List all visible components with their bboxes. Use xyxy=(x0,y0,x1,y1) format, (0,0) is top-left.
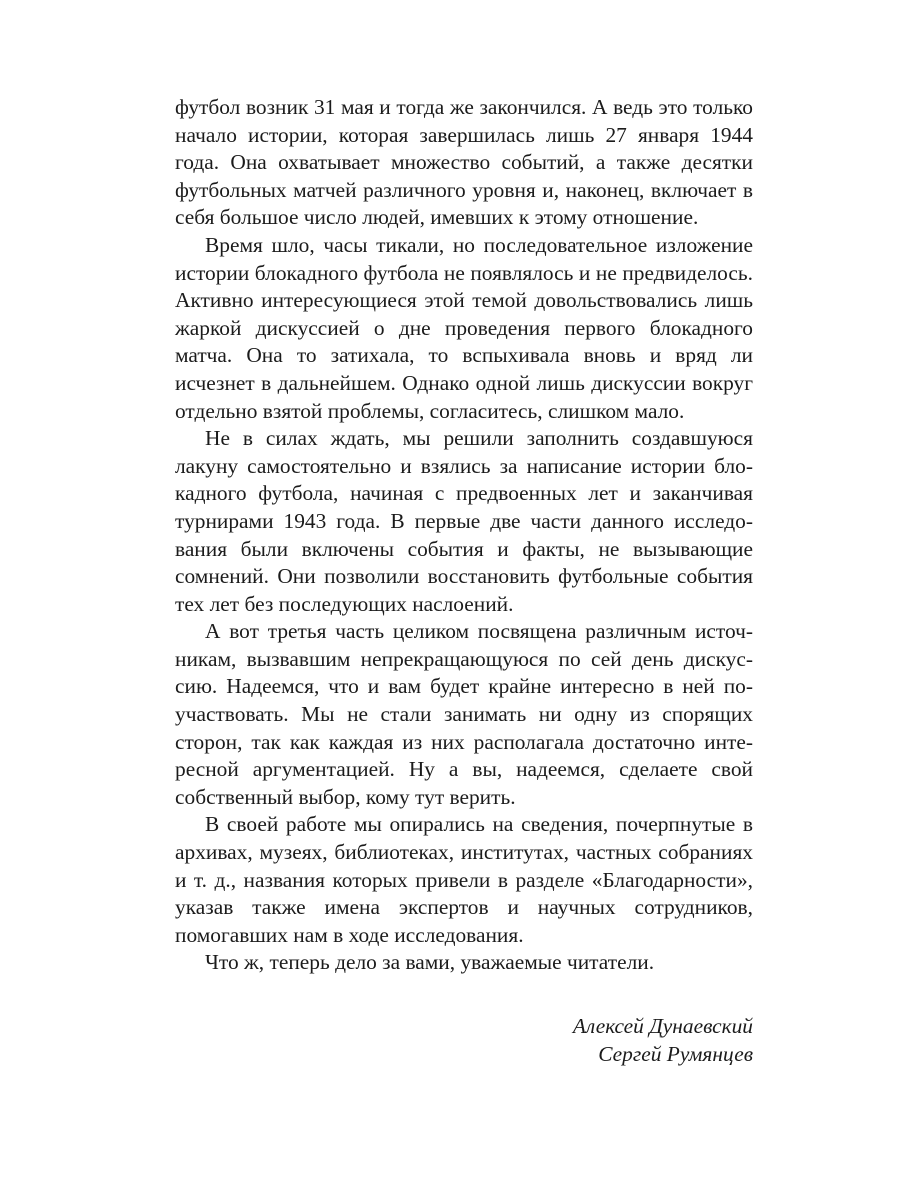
author-name: Алексей Дунаевский xyxy=(572,1014,753,1038)
author-name: Сергей Румянцев xyxy=(598,1042,753,1066)
paragraph-4: А вот третья часть целиком посвящена различным источникам, вызвавшим непрекращающуюся по сей день дискуссию. Надеемся, что и вам будет крайне интересно в ней поучаствовать. Мы не стали занимать ни одну из спорящих сторон, так как каждая из них располагала достаточно интересной аргументацией. Ну а вы, надеемся, сделаете свой собственный выбор, кому тут верить. xyxy=(175,619,753,809)
paragraph-1: футбол возник 31 мая и тогда же закончился. А ведь это только начало истории, которая завершилась лишь 27 января 1944 года. Она охватывает множество событий, а также десятки футбольных матчей различного уровня и, наконец, включает в себя большое число людей, имевших к этому отношение. xyxy=(175,95,753,230)
paragraph-6: Что ж, теперь дело за вами, уважаемые читатели. xyxy=(205,950,655,975)
signature-block xyxy=(175,1012,753,1068)
document-page xyxy=(175,94,753,1068)
paragraph-2: Время шло, часы тикали, но последовательное изложение истории блокадного футбола не появлялось и не предвиделось. Активно интересующиеся этой темой довольствовались лишь жаркой дискуссией о дне проведения первого блокадного матча. Она то затихала, то вспыхивала вновь и вряд ли исчезнет в дальнейшем. Однако одной лишь дискуссии вокруг отдельно взятой проблемы, согласитесь, слишком мало. xyxy=(175,232,753,423)
paragraph-3: Не в силах ждать, мы решили заполнить создавшуюся лакуну самостоятельно и взялись за написание истории блокадного футбола, начиная с предвоенных лет и заканчивая турнирами 1943 года. В первые две части данного исследования были включены события и факты, не вызывающие сомнений. Они позволили восстановить футбольные события тех лет без последующих наслоений. xyxy=(175,426,753,616)
paragraph-5: В своей работе мы опирались на сведения, почерпнутые в архивах, музеях, библиотеках, институтах, частных собраниях и т. д., названия которых привели в разделе «Благодарности», указав также имена экспертов и научных сотрудников, помогавших нам в ходе исследования. xyxy=(175,812,753,947)
